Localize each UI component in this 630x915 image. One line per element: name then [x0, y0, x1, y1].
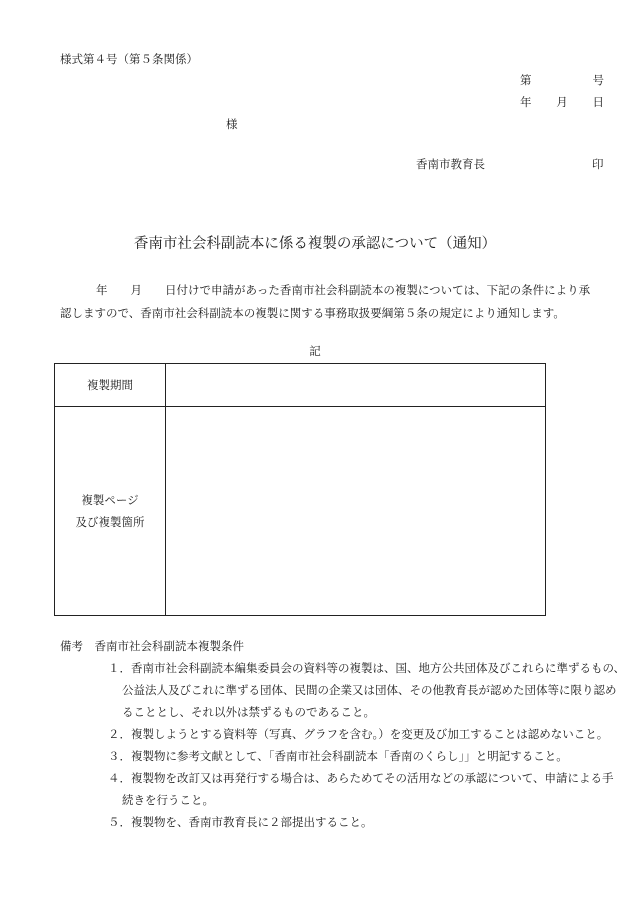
addressee: 様 — [226, 117, 238, 131]
pages-value-cell[interactable] — [166, 407, 546, 616]
table-row — [55, 364, 546, 407]
note-2: ２．複製しようとする資料等（写真、グラフを含む。）を変更及び加工することは認めないこと。 — [108, 727, 609, 741]
note-1-line-1: １．香南市社会科副読本編集委員会の資料等の複製は、国、地方公共団体及びこれらに準ずるもの、 — [108, 661, 626, 675]
note-4-line-1: ４．複製物を改訂又は再発行する場合は、あらためてその活用などの承認について、申請による手 — [108, 771, 614, 785]
pages-label-line-2: 及び複製箇所 — [75, 515, 145, 529]
seal-mark: 印 — [592, 157, 604, 171]
ki-heading: 記 — [309, 344, 321, 358]
document-number — [520, 74, 604, 88]
period-label: 複製期間 — [55, 364, 166, 407]
date-year: 年 — [520, 95, 532, 109]
date-day: 日 — [592, 95, 604, 109]
note-4-line-2: 続きを行うこと。 — [122, 793, 214, 807]
details-table — [54, 363, 546, 616]
pages-label-line-1: 複製ページ — [81, 493, 139, 507]
note-1-line-3: ることとし、それ以外は禁ずるものであること。 — [122, 705, 375, 719]
document-date — [520, 96, 604, 110]
document-title: 香南市社会科副読本に係る複製の承認について（通知） — [133, 236, 497, 252]
date-month: 月 — [556, 95, 568, 109]
notes-heading: 備考 香南市社会科副読本複製条件 — [60, 639, 244, 653]
table-row — [55, 407, 546, 616]
pages-label — [55, 407, 166, 616]
body-text-line-1: 年 月 日付けで申請があった香南市社会科副読本の複製については、下記の条件により承 — [96, 283, 591, 297]
period-value-cell[interactable] — [166, 364, 546, 407]
note-5: ５．複製物を、香南市教育長に２部提出すること。 — [108, 815, 373, 829]
sender: 香南市教育長 — [416, 157, 485, 171]
form-number: 様式第４号（第５条関係） — [60, 52, 198, 66]
document-number-prefix: 第 — [520, 73, 532, 87]
document-number-suffix: 号 — [592, 73, 604, 87]
note-1-line-2: 公益法人及びこれに準ずる団体、民間の企業又は団体、その他教育長が認めた団体等に限り認め — [122, 683, 617, 697]
body-text-line-2: 認しますので、香南市社会科副読本の複製に関する事務取扱要綱第５条の規定により通知します。 — [60, 306, 565, 320]
note-3: ３．複製物に参考文献として、「香南市社会科副読本「香南のくらし」」と明記すること。 — [108, 749, 568, 763]
